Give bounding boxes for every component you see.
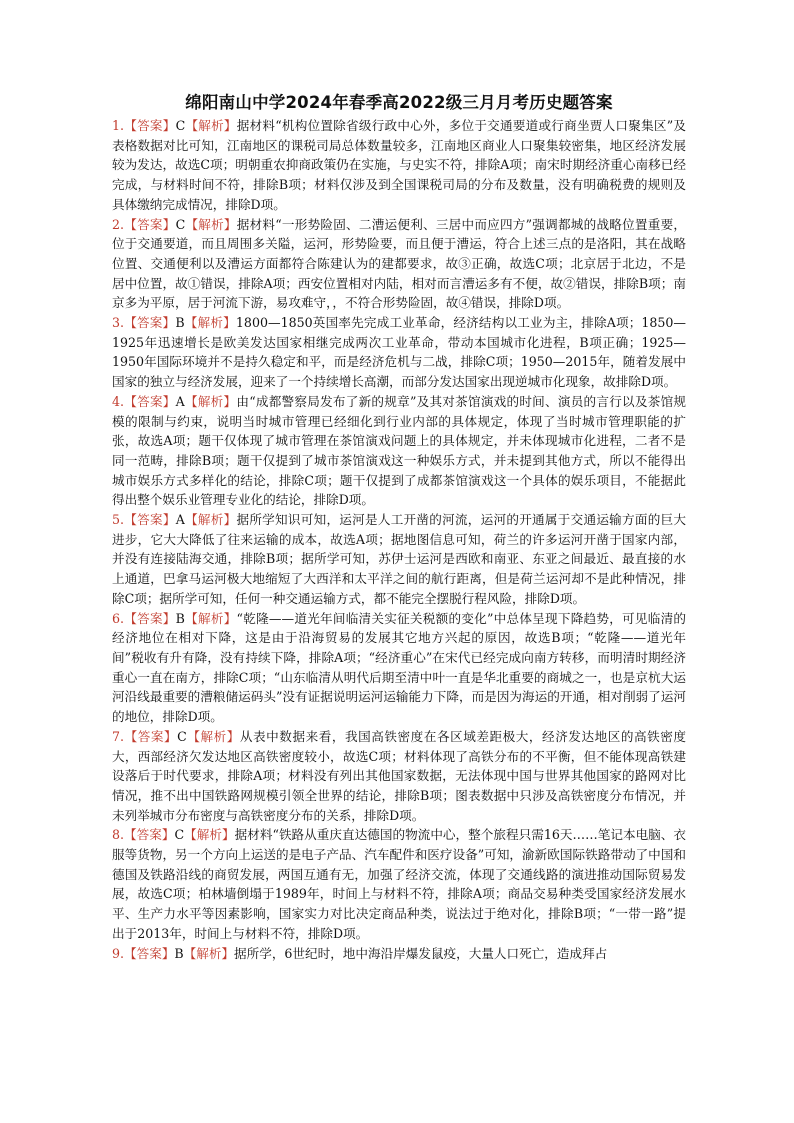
answer-item [112, 116, 686, 215]
analysis-tag: 【解析】 [184, 315, 236, 331]
answer-choice: C [175, 118, 186, 133]
analysis-text: 从表中数据来看，我国高铁密度在各区域差距极大，经济发达地区的高铁密度大，西部经济欠发达地区高铁密度较小，故选C项；材料体现了高铁分布的不平衡，但不能体现高铁建设落后于时代要求，排除A项；材料没有列出其他国家数据，无法体现中国与世界其他国家的路网对比情况，推不出中国铁路网规模引领全世界的结论，排除B项；图表数据中只涉及高铁密度分布情况，并未列举城市分布密度与高铁密度分布的关系，排除D项。 [112, 728, 687, 823]
answer-item [112, 609, 686, 727]
analysis-tag: 【解析】 [184, 512, 237, 528]
question-number: 8. [112, 827, 125, 843]
analysis-tag: 【解析】 [184, 827, 235, 843]
analysis-text: 据所学，6世纪时，地中海沿岸爆发鼠疫，大量人口死亡，造成拜占 [234, 945, 608, 961]
analysis-tag: 【解析】 [185, 118, 237, 133]
analysis-tag: 【解析】 [186, 728, 240, 744]
analysis-text: 据材料“机构位置除省级行政中心外，多位于交通要道或行商坐贾人口聚集区”及表格数据对比可知，江南地区的课税司局总体数量较多，江南地区商业人口聚集较密集，地区经济发展较为发达，故选C项；明朝重农抑商政策仍在实施，与史实不符，排除A项；南宋时期经济重心南移已经完成，与材料时间不符，排除B项；材料仅涉及到全国课税司局的分布及数量，没有明确税费的规则及具体缴纳完成情况，排除D项。 [112, 118, 686, 212]
question-number: 6. [112, 610, 125, 626]
answer-choice: B [175, 610, 185, 626]
question-number: 7. [112, 728, 125, 744]
question-number: 3. [112, 315, 125, 331]
answer-tag: 【答案】 [124, 945, 175, 961]
analysis-text: 由“成都警察局发布了新的规章”及其对茶馆演戏的时间、演员的言行以及茶馆规模的限制与约束，说明当时城市管理已经细化到行业内部的具体规定，体现了当时城市管理职能的扩张，故选A项；题干仅体现了城市管理在茶馆演戏问题上的具体规定，并未体现城市化进程，二者不是同一范畴，排除B项；题干仅提到了城市茶馆演戏这一种娱乐方式，并未提到其他方式，所以不能得出城市娱乐方式多样化的结论，排除C项；题干仅提到了成都茶馆演戏这一个具体的娱乐项目，不能据此得出整个娱乐业管理专业化的结论，排除D项。 [112, 393, 687, 508]
answer-item [112, 825, 686, 943]
analysis-tag: 【解析】 [185, 216, 237, 232]
answer-item [112, 510, 686, 609]
answer-tag: 【答案】 [124, 610, 176, 626]
answer-choice: B [175, 315, 185, 331]
answer-tag: 【答案】 [124, 827, 175, 843]
answer-tag: 【答案】 [124, 393, 176, 409]
answer-tag: 【答案】 [124, 118, 176, 133]
answer-choice: A [175, 393, 185, 409]
answer-item [112, 215, 686, 314]
analysis-tag: 【解析】 [183, 945, 235, 961]
analysis-text: 据所学知识可知，运河是人工开凿的河流，运河的开通属于交通运输方面的巨大进步，它大大降低了往来运输的成本，故选A项；据地图信息可知，荷兰的许多运河开凿于国家内部，并没有连接陆海交通，排除B项；据所学可知，苏伊士运河是西欧和南亚、东亚之间最近、最直接的水上通道，巴拿马运河极大地缩短了大西洋和太平洋之间的航行距离，但是荷兰运河却不是此种情况，排除C项；据所学可知，任何一种交通运输方式，都不能完全摆脱行程风险，排除D项。 [112, 512, 687, 606]
analysis-text: “乾隆——道光年间临清关实征关税额的变化”中总体呈现下降趋势，可见临清的经济地位在相对下降，这是由于沿海贸易的发展其它地方兴起的原因，故选B项；“乾隆——道光年间”税收有升有降，没有持续下降，排除A项；“经济重心”在宋代已经完成向南方转移，而明清时期经济重心一直在南方，排除C项；“山东临清从明代后期至清中叶一直是华北重要的商城之一，也是京杭大运河沿线最重要的漕粮储运码头”没有证据说明运河运输能力下降，而是因为海运的开通，相对削弱了运河的地位，排除D项。 [112, 610, 687, 725]
answer-item [112, 727, 686, 826]
document-title: 绵阳南山中学2024年春季高2022级三月月考历史题答案 [185, 93, 613, 112]
answer-document [112, 92, 686, 963]
analysis-tag: 【解析】 [184, 393, 237, 409]
analysis-text: 据材料“一形势险固、二漕运便利、三居中而应四方”强调都城的战略位置重要，位于交通要道，而且周围多关隘，运河，形势险要，而且便于漕运，符合上述三点的是洛阳，其在战略位置、交通便利以及漕运方面都符合陈建认为的建都要求，故③正确，故选C项；北京居于北边，不是居中位置，故①错误，排除A项；西安位置相对内陆，相对而言漕运多有不便，故②错误，排除B项；南京多为平原，居于河流下游，易攻难守，，不符合形势险固，故④错误，排除D项。 [112, 216, 686, 311]
analysis-text: 1800—1850英国率先完成工业革命，经济结构以工业为主，排除A项；1850—1925年迅速增长是欧美发达国家相继完成两次工业革命，带动本国城市化进程，B项正确；1925—1950年国际环境并不是持久稳定和平，而是经济危机与二战，排除C项；1950—2015年，随着发展中国家的独立与经济发展，迎来了一个持续增长高潮，而部分发达国家出现逆城市化现象，故排除D项。 [112, 315, 687, 390]
answer-item [112, 392, 686, 510]
answer-choice: B [174, 945, 184, 961]
question-number: 1. [112, 118, 125, 133]
answer-list [112, 116, 686, 963]
answer-tag: 【答案】 [124, 315, 176, 331]
answer-item [112, 313, 686, 392]
answer-choice: A [175, 512, 185, 528]
answer-choice: C [175, 216, 186, 232]
answer-choice: C [174, 827, 185, 843]
question-number: 4. [112, 393, 125, 409]
answer-tag: 【答案】 [124, 216, 176, 232]
answer-tag: 【答案】 [124, 512, 176, 528]
question-number: 9. [112, 945, 125, 961]
answer-choice: C [177, 728, 187, 744]
question-number: 5. [112, 512, 125, 528]
answer-tag: 【答案】 [124, 728, 178, 744]
analysis-tag: 【解析】 [184, 610, 237, 626]
question-number: 2. [112, 216, 125, 232]
analysis-text: 据材料“铁路从重庆直达德国的物流中心，整个旅程只需16天……笔记本电脑、衣服等货物，另一个方向上运送的是电子产品、汽车配件和医疗设备”可知，渝新欧国际铁路带动了中国和德国及铁路沿线的商贸发展，两国互通有无，加强了经济交流，体现了交通线路的演进推动国际贸易发展，故选C项；柏林墙倒塌于1989年，时间上与材料不符，排除A项；商品交易种类受国家经济发展水平、生产力水平等因素影响，国家实力对比决定商品种类，说法过于绝对化，排除B项；“一带一路”提出于2013年，时间上与材料不符，排除D项。 [112, 827, 687, 941]
answer-item [112, 944, 686, 964]
